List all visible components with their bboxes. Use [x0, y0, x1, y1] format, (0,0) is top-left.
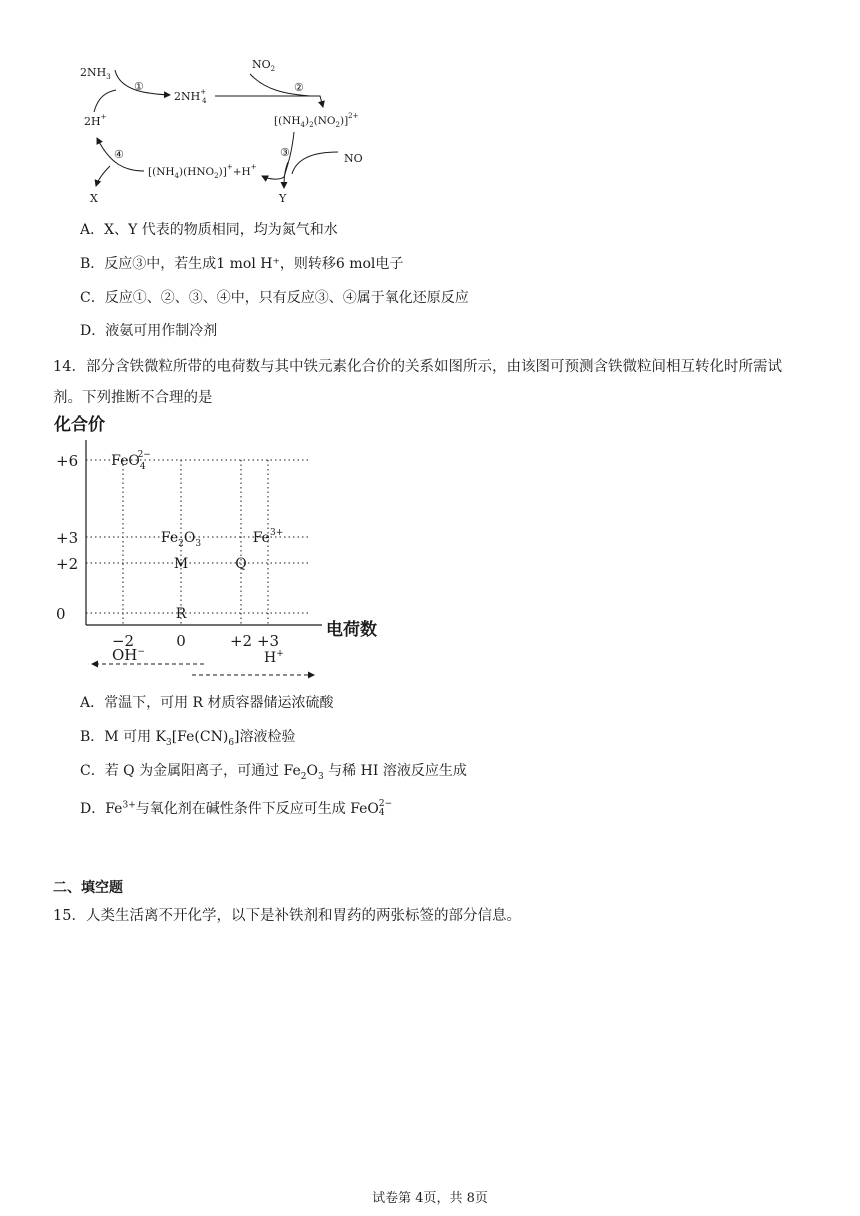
- no2-label: $NO_2$: [252, 58, 276, 73]
- q14-option-a[interactable]: A．常温下，可用 R 材质容器储运浓硫酸: [80, 695, 334, 711]
- q14-stem-line1: 14．部分含铁微粒所带的电荷数与其中铁元素化合价的关系如图所示，由该图可预测含铁微粒间相互转化时所需试: [53, 359, 782, 375]
- step4-marker: ④: [114, 148, 124, 161]
- y-label: Y: [279, 192, 287, 205]
- iron-valence-chart: [52, 410, 392, 682]
- oh-label: OH−: [112, 646, 145, 664]
- x-axis-label: 电荷数: [326, 620, 377, 640]
- q13-option-b[interactable]: B．反应③中，若生成1 mol H⁺，则转移6 mol电子: [80, 256, 404, 272]
- q13-option-a[interactable]: A．X、Y 代表的物质相同，均为氮气和水: [80, 222, 338, 238]
- h-label: H+: [264, 649, 284, 666]
- y-tick-label: +6: [56, 452, 79, 470]
- q14-option-d[interactable]: D．$Fe^{3+}$与氧化剂在碱性条件下反应可生成 FeO 2− 4: [80, 799, 393, 818]
- arrow-no-in: [292, 152, 338, 174]
- y-tick-label: 0: [56, 605, 66, 623]
- species-label: $Fe_2O_3$: [160, 530, 202, 549]
- q15-stem: 15．人类生活离不开化学，以下是补铁剂和胃药的两张标签的部分信息。: [53, 908, 521, 924]
- species-label: $Fe^{3+}$: [252, 528, 284, 546]
- reaction-cycle-diagram: [70, 52, 390, 207]
- y-tick-label: +2: [56, 555, 79, 573]
- complex2-label: $[(NH_4)(HNO_2)]^++H^+$: [148, 163, 257, 180]
- q14-option-c[interactable]: C．若 Q 为金属阳离子，可通过 $Fe_2O_3$ 与稀 HI 溶液反应生成: [80, 763, 467, 782]
- step1-marker: ①: [134, 80, 144, 93]
- no-label: NO: [344, 152, 363, 165]
- species-label: FeO$_4$2−: [111, 450, 151, 472]
- page-footer: 试卷第 4页，共 8页: [372, 1191, 488, 1206]
- x-tick-label: −2: [111, 632, 135, 650]
- y-axis-label: 化合价: [54, 415, 105, 435]
- q14-option-b[interactable]: B．M 可用 $K_3[Fe(CN)_6]$溶液检验: [80, 729, 296, 748]
- q13-option-c[interactable]: C．反应①、②、③、④中，只有反应③、④属于氧化还原反应: [80, 290, 469, 306]
- species-label: M: [173, 556, 189, 572]
- section-title-fill-blank: 二、填空题: [53, 880, 123, 896]
- step3-marker: ③: [280, 146, 290, 159]
- species-label: R: [175, 606, 187, 622]
- q13-option-d[interactable]: D．液氨可用作制冷剂: [80, 323, 218, 339]
- nh4-label: 2NH+ 4: [174, 88, 207, 105]
- x-tick-label: +3: [256, 632, 280, 650]
- arrow-h-to-nh3: [94, 90, 116, 112]
- q14-stem-line2: 剂。下列推断不合理的是: [53, 390, 213, 406]
- step2-marker: ②: [294, 81, 304, 94]
- x-tick-label: 0: [176, 632, 186, 650]
- species-label: Q: [235, 556, 247, 572]
- x-tick-label: +2: [229, 632, 253, 650]
- nh3-label: $2NH_3$: [80, 66, 111, 81]
- complex1-label: $[(NH_4)_2(NO_2)]^{2+}$: [274, 112, 359, 129]
- arrow-to-complex1: [215, 96, 323, 107]
- x-label: X: [90, 192, 98, 205]
- h-plus-label: 2H+: [84, 113, 107, 128]
- y-tick-label: +3: [56, 529, 79, 547]
- arrow-x-out: [96, 166, 110, 186]
